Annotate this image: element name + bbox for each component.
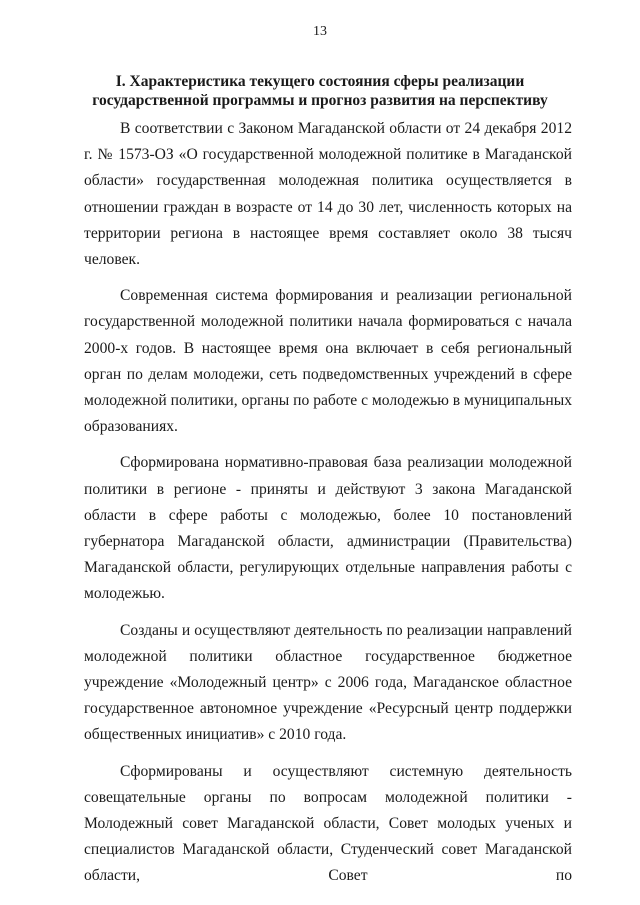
section-heading bbox=[60, 72, 580, 110]
paragraph-system-formation: Современная система формирования и реализации региональной государственной молодежной политики начала формироваться с начала 2000-х годов. В настоящее время она включает в себя региональный орган по делам молодежи, сеть подведомственных учреждений в сфере молодежной политики, органы по работе с молодежью в муниципальных образованиях. bbox=[84, 287, 573, 436]
section-heading-line-2: государственной программы и прогноз развития на перспективу bbox=[92, 92, 548, 109]
paragraph-legal-framework: Сформирована нормативно-правовая база реализации молодежной политики в регионе - приняты и действуют 3 закона Магаданской области в сфере работы с молодежью, более 10 постановлений губернатора Магаданской области, администрации (Правительства) Магаданской области, регулирующих отдельные направления работы с молодежью. bbox=[84, 454, 572, 603]
body-text bbox=[84, 116, 572, 900]
paragraph-advisory-bodies: Сформированы и осуществляют системную деятельность совещательные органы по вопросам молодежной политики - Молодежный совет Магаданской области, Совет молодых ученых и специалистов Магаданской области, Студенческий совет Магаданской области, Совет по bbox=[84, 762, 572, 885]
page-number: 13 bbox=[313, 24, 327, 39]
paragraph-law-reference: В соответствии с Законом Магаданской области от 24 декабря 2012 г. № 1573-ОЗ «О государственной молодежной политике в Магаданской области» государственная молодежная политика осуществляется в отношении граждан в возрасте от 14 до 30 лет, численность которых на территории региона в настоящее время составляет около 38 тысяч человек. bbox=[84, 120, 572, 269]
paragraph-institutions: Созданы и осуществляют деятельность по реализации направлений молодежной политики областное государственное бюджетное учреждение «Молодежный центр» с 2006 года, Магаданское областное государственное автономное учреждение «Ресурсный центр поддержки общественных инициатив» с 2010 года. bbox=[84, 621, 572, 744]
section-heading-line-1: I. Характеристика текущего состояния сферы реализации bbox=[115, 73, 525, 90]
